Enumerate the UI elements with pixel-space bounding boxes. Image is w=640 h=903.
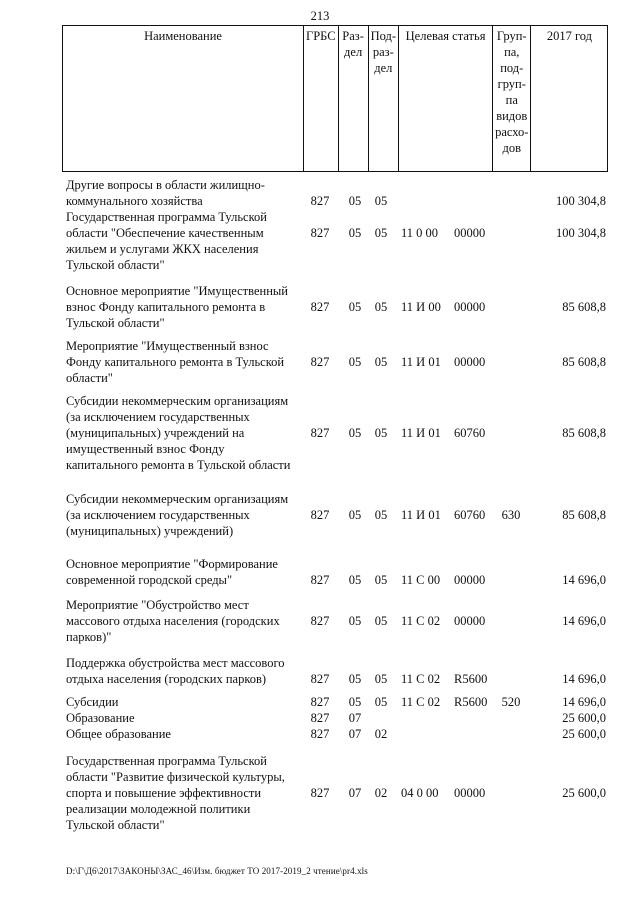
row-description-line: Государственная программа Тульской [66,210,267,224]
row-razdel: 07 [348,786,362,800]
row-razdel: 05 [348,508,362,522]
file-path-footer: D:\Г\Д6\2017\ЗАКОНЫ\ЗАС_46\Изм. бюджет ТО 2017-2019_2 чтение\pr4.xls [66,866,368,876]
row-description [66,597,298,645]
row-description-line: Субсидии некоммерческим организациям [66,492,289,506]
row-amount: 25 600,0 [562,786,606,800]
row-description [66,338,298,386]
row-direction-code: 60760 [454,426,486,440]
row-description-line: (за исключением государственных [66,410,250,424]
row-grbs: 827 [310,355,330,369]
row-description-line: спорта и повышение эффективности [66,786,262,800]
row-grbs: 827 [310,426,330,440]
row-description-line: имущественный взнос Фонду [66,442,225,456]
row-program-code: 11 И 00 [401,300,441,314]
row-description-line: Поддержка обустройства мест массового [66,656,285,670]
row-description-line: современной городской среды" [66,573,233,587]
row-program-code: 11 С 02 [401,614,441,628]
row-grbs: 827 [310,300,330,314]
row-razdel: 05 [348,672,362,686]
row-description-line: Государственная программа Тульской [66,754,267,768]
header-podrazdel: Под- раз- дел [368,26,398,172]
row-amount: 85 608,8 [562,300,606,314]
row-description-line: области" [66,371,113,385]
row-grbs: 827 [310,711,330,725]
row-razdel: 05 [348,695,362,709]
row-program-code: 11 0 00 [401,226,439,240]
row-amount: 100 304,8 [556,194,606,208]
row-grbs: 827 [310,695,330,709]
row-podrazdel: 05 [374,573,388,587]
row-podrazdel: 02 [374,727,388,741]
row-description-line: массового отдыха населения (городских [66,614,280,628]
row-podrazdel: 05 [374,355,388,369]
row-description-line: Субсидии некоммерческим организациям [66,394,289,408]
row-direction-code: 00000 [454,573,486,587]
row-description-line: парков)" [66,630,112,644]
row-description [66,655,298,687]
row-description-line: Субсидии [66,695,119,709]
row-direction-code: R5600 [454,672,488,686]
row-description-line: Общее образование [66,727,171,741]
row-grbs: 827 [310,672,330,686]
row-direction-code: 00000 [454,226,486,240]
row-description-line: области "Обеспечение качественным [66,226,264,240]
row-grbs: 827 [310,508,330,522]
header-group: Груп- па, под- груп- па видов расхо- дов [493,26,531,172]
row-grbs: 827 [310,194,330,208]
row-description [66,753,298,833]
row-description-line: Тульской области" [66,316,165,330]
row-amount: 25 600,0 [562,711,606,725]
row-description [66,393,298,473]
row-razdel: 05 [348,355,362,369]
row-description [66,209,298,273]
row-expense-type: 520 [501,695,521,709]
row-description-line: Мероприятие "Обустройство мест [66,598,249,612]
row-razdel: 07 [348,727,362,741]
row-description-line: коммунального хозяйства [66,194,203,208]
row-program-code: 11 И 01 [401,426,441,440]
row-razdel: 07 [348,711,362,725]
row-podrazdel: 05 [374,672,388,686]
header-razdel: Раз- дел [338,26,368,172]
row-description-line: (муниципальных) учреждений) [66,524,234,538]
row-razdel: 05 [348,573,362,587]
row-razdel: 05 [348,614,362,628]
row-program-code: 11 И 01 [401,508,441,522]
row-podrazdel: 05 [374,194,388,208]
row-razdel: 05 [348,226,362,240]
row-razdel: 05 [348,194,362,208]
header-name: Наименование [63,26,304,172]
row-razdel: 05 [348,426,362,440]
row-program-code: 11 С 02 [401,672,441,686]
row-program-code: 11 С 00 [401,573,441,587]
row-grbs: 827 [310,786,330,800]
row-podrazdel: 05 [374,226,388,240]
row-description-line: Тульской области" [66,258,165,272]
row-description-line: жильем и услугами ЖКХ населения [66,242,259,256]
row-podrazdel: 05 [374,300,388,314]
row-podrazdel: 05 [374,614,388,628]
row-program-code: 11 И 01 [401,355,441,369]
row-description-line: Фонду капитального ремонта в Тульской [66,355,285,369]
row-direction-code: R5600 [454,695,488,709]
row-description [66,491,298,539]
row-description-line: реализации молодежной политики [66,802,251,816]
row-description-line: отдыха населения (городских парков) [66,672,267,686]
row-description-line: (за исключением государственных [66,508,250,522]
row-amount: 85 608,8 [562,426,606,440]
table-header [62,25,608,172]
header-year: 2017 год [531,26,608,172]
page-number: 213 [310,9,330,23]
row-description-line: Тульской области" [66,818,165,832]
row-grbs: 827 [310,573,330,587]
row-description-line: Другие вопросы в области жилищно- [66,178,265,192]
row-description [66,283,298,331]
row-grbs: 827 [310,614,330,628]
row-description-line: капитального ремонта в Тульской области [66,458,291,472]
row-amount: 14 696,0 [562,672,606,686]
row-podrazdel: 02 [374,786,388,800]
row-description-line: взнос Фонду капитального ремонта в [66,300,266,314]
row-direction-code: 00000 [454,786,486,800]
row-description [66,710,298,726]
row-direction-code: 60760 [454,508,486,522]
row-description-line: (муниципальных) учреждений на [66,426,245,440]
row-description-line: Мероприятие "Имущественный взнос [66,339,269,353]
row-description [66,694,298,710]
row-direction-code: 00000 [454,614,486,628]
row-amount: 14 696,0 [562,695,606,709]
row-amount: 25 600,0 [562,727,606,741]
row-description [66,177,298,209]
row-description [66,726,298,742]
row-amount: 14 696,0 [562,573,606,587]
row-podrazdel: 05 [374,508,388,522]
row-grbs: 827 [310,226,330,240]
row-direction-code: 00000 [454,300,486,314]
header-article: Целевая статья [399,26,493,172]
row-amount: 85 608,8 [562,508,606,522]
row-direction-code: 00000 [454,355,486,369]
row-program-code: 11 С 02 [401,695,441,709]
row-description [66,556,298,588]
row-podrazdel: 05 [374,695,388,709]
row-description-line: Образование [66,711,135,725]
row-description-line: Основное мероприятие "Формирование [66,557,278,571]
row-grbs: 827 [310,727,330,741]
row-amount: 85 608,8 [562,355,606,369]
row-amount: 100 304,8 [556,226,606,240]
row-expense-type: 630 [501,508,521,522]
row-podrazdel: 05 [374,426,388,440]
row-razdel: 05 [348,300,362,314]
row-description-line: Основное мероприятие "Имущественный [66,284,288,298]
row-amount: 14 696,0 [562,614,606,628]
row-program-code: 04 0 00 [401,786,439,800]
header-grbs: ГРБС [304,26,339,172]
row-description-line: области "Развитие физической культуры, [66,770,285,784]
